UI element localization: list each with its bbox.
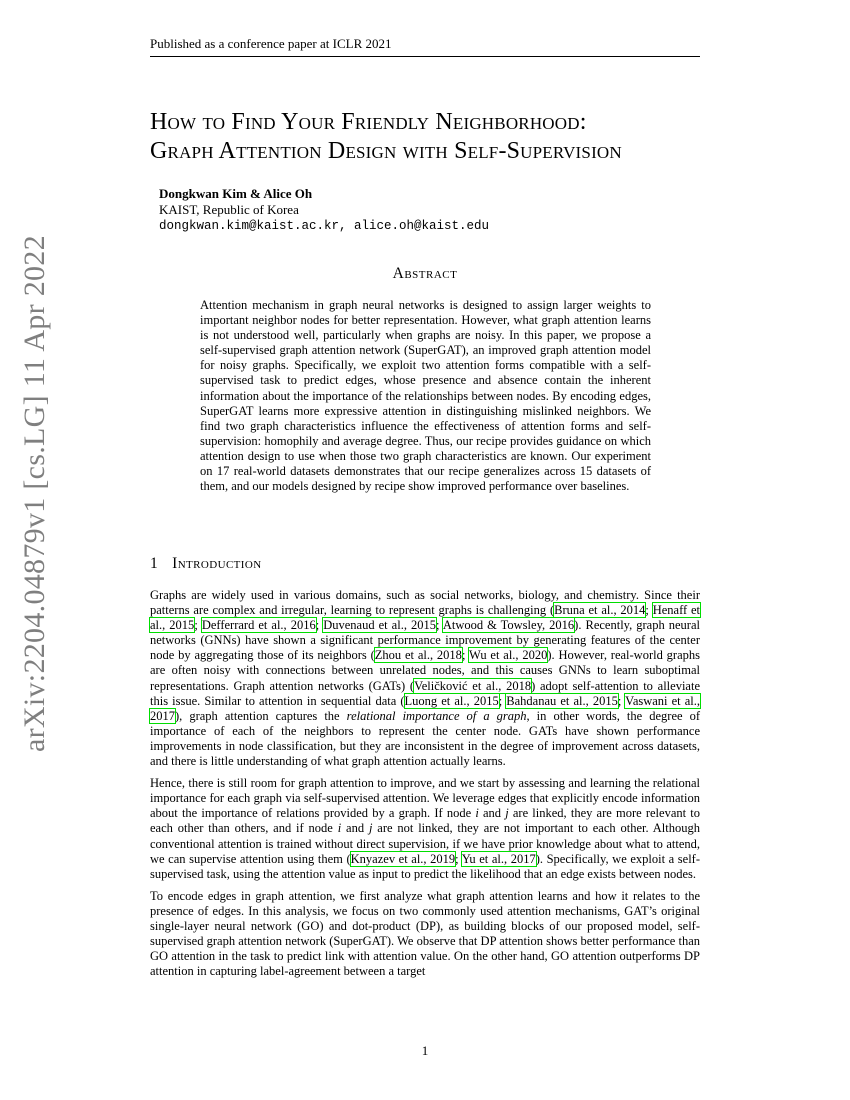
text-run: ) adopt self-attention to alleviate this issue. Similar to attention in sequential data ( [150, 678, 700, 708]
citation-link[interactable]: Zhou et al., 2018 [374, 648, 462, 663]
emphasis-text: relational importance of a graph [346, 708, 527, 723]
abstract-text: Attention mechanism in graph neural networks is designed to assign larger weights to important neighbor nodes for better representation. However, what graph attention learns is not understood well, particularly when graphs are noisy. In this paper, we propose a self-supervised graph attention network (SuperGAT), an improved graph attention model for noisy graphs. Specifically, we exploit two attention forms compatible with a self-supervised task to predict edges, whose presence and absence contain the inherent information about the importance of the relationships between nodes. By encoding edges, SuperGAT learns more expressive attention in distinguishing mislinked neighbors. We find two graph characteristics influence the effectiveness of attention forms and self-supervision: homophily and average degree. Thus, our recipe provides guidance on which attention design to use when those two graph characteristics are known. Our experiment on 17 real-world datasets demonstrates that our recipe generalizes across 15 datasets of them, and our models designed by recipe show improved performance over baselines. [200, 298, 651, 494]
citation-link[interactable]: Duvenaud et al., 2015 [323, 618, 436, 633]
text-run: ). Specifically, we exploit a self-supervised task, using the attention value as input to predict the likelihood that an edge exists between nodes. [150, 851, 700, 881]
author-names: Dongkwan Kim & Alice Oh [159, 186, 313, 201]
text-run: ; [498, 693, 507, 708]
math-variable: j [368, 821, 373, 836]
citation-link[interactable]: Bruna et al., 2014 [554, 603, 646, 618]
author-block [159, 186, 489, 234]
text-run: ; [194, 618, 202, 633]
title-line-2: Graph Attention Design with Self-Supervision [150, 138, 622, 164]
text-run: and [341, 821, 369, 836]
introduction-body [150, 588, 700, 986]
author-emails: dongkwan.kim@kaist.ac.kr, alice.oh@kaist.edu [159, 219, 490, 233]
page-number: 1 [421, 1043, 429, 1058]
text-run: ; [315, 618, 324, 633]
citation-link[interactable]: Vaswani et al., 2017 [150, 693, 700, 723]
section-heading-introduction [150, 555, 262, 573]
author-affiliation: KAIST, Republic of Korea [159, 202, 299, 217]
math-variable: j [505, 806, 509, 821]
text-run: and [478, 806, 506, 821]
paper-title [150, 108, 710, 166]
text-run: ; [436, 618, 443, 633]
citation-link[interactable]: Bahdanau et al., 2015 [506, 693, 618, 708]
citation-link[interactable]: Henaff et al., 2015 [150, 603, 701, 633]
running-header [150, 36, 700, 57]
citation-link[interactable]: Knyazev et al., 2019 [350, 851, 456, 866]
text-run: are not linked, they are not important to each other. Although conventional attention is trained without direct supervision, if we have prior knowledge about what to attend, we can supervise attention using them ( [150, 821, 700, 866]
math-variable: i [337, 821, 342, 836]
citation-link[interactable]: Luong et al., 2015 [404, 693, 499, 708]
text-run: ; [645, 603, 653, 618]
section-title: Introduction [172, 555, 262, 572]
paragraph-2 [150, 776, 700, 882]
math-variable: i [475, 806, 479, 821]
text-run: Hence, there is still room for graph attention to improve, and we start by assessing and learning the relational importance for each graph via self-supervised attention. We leverage edges that explicitly encode information about the importance of relations provided by a graph. If node [150, 776, 700, 821]
citation-link[interactable]: Wu et al., 2020 [469, 648, 548, 663]
citation-link[interactable]: Yu et al., 2017 [461, 851, 536, 866]
text-run: Graphs are widely used in various domains, such as social networks, biology, and chemistry. Since their patterns are complex and irregular, learning to represent graphs is challenging ( [150, 588, 700, 618]
text-run: ; [461, 648, 470, 663]
text-run: ). Recently, graph neural networks (GNNs) have shown a significant performance improvement by generating features of the center node by aggregating those of its neighbors ( [150, 618, 700, 663]
running-head-text: Published as a conference paper at ICLR 2021 [150, 36, 392, 51]
citation-link[interactable]: Defferrard et al., 2016 [201, 618, 316, 633]
text-run: ; [455, 851, 462, 866]
abstract-heading: Abstract [392, 265, 458, 282]
citation-link[interactable]: Atwood & Towsley, 2016 [442, 618, 575, 633]
section-number: 1 [150, 555, 159, 572]
title-line-1: How to Find Your Friendly Neighborhood: [150, 109, 587, 135]
arxiv-stamp: arXiv:2204.04879v1 [cs.LG] 11 Apr 2022 [18, 235, 51, 752]
citation-link[interactable]: Veličković et al., 2018 [414, 678, 532, 693]
text-run: ; [617, 693, 626, 708]
text-run: are linked, they are more relevant to each other than others, and if node [150, 806, 700, 836]
text-run: , in other words, the degree of importance of each of the neighbors to represent the center node. GATs have shown performance improvements in node classification, but they are inconsistent in the degree of improvement across datasets, and there is little understanding of what graph attention actually learns. [150, 708, 701, 769]
text-run: ). However, real-world graphs are often noisy with connections between unrelated nodes, and this causes GNNs to learn suboptimal representations. Graph attention networks (GATs) ( [150, 648, 701, 693]
paragraph-1 [150, 588, 700, 769]
text-run: ), graph attention captures the [175, 708, 347, 723]
paragraph-3: To encode edges in graph attention, we first analyze what graph attention learns and how it relates to the presence of edges. In this analysis, we focus on two commonly used attention mechanisms, GAT’s original single-layer neural network (GO) and dot-product (DP), as building blocks of our proposed model, self-supervised graph attention network (SuperGAT). We observe that DP attention shows better performance than GO attention in the task to predict link with attention value. On the other hand, GO attention outperforms DP attention in capturing label-agreement between a target [150, 888, 700, 979]
